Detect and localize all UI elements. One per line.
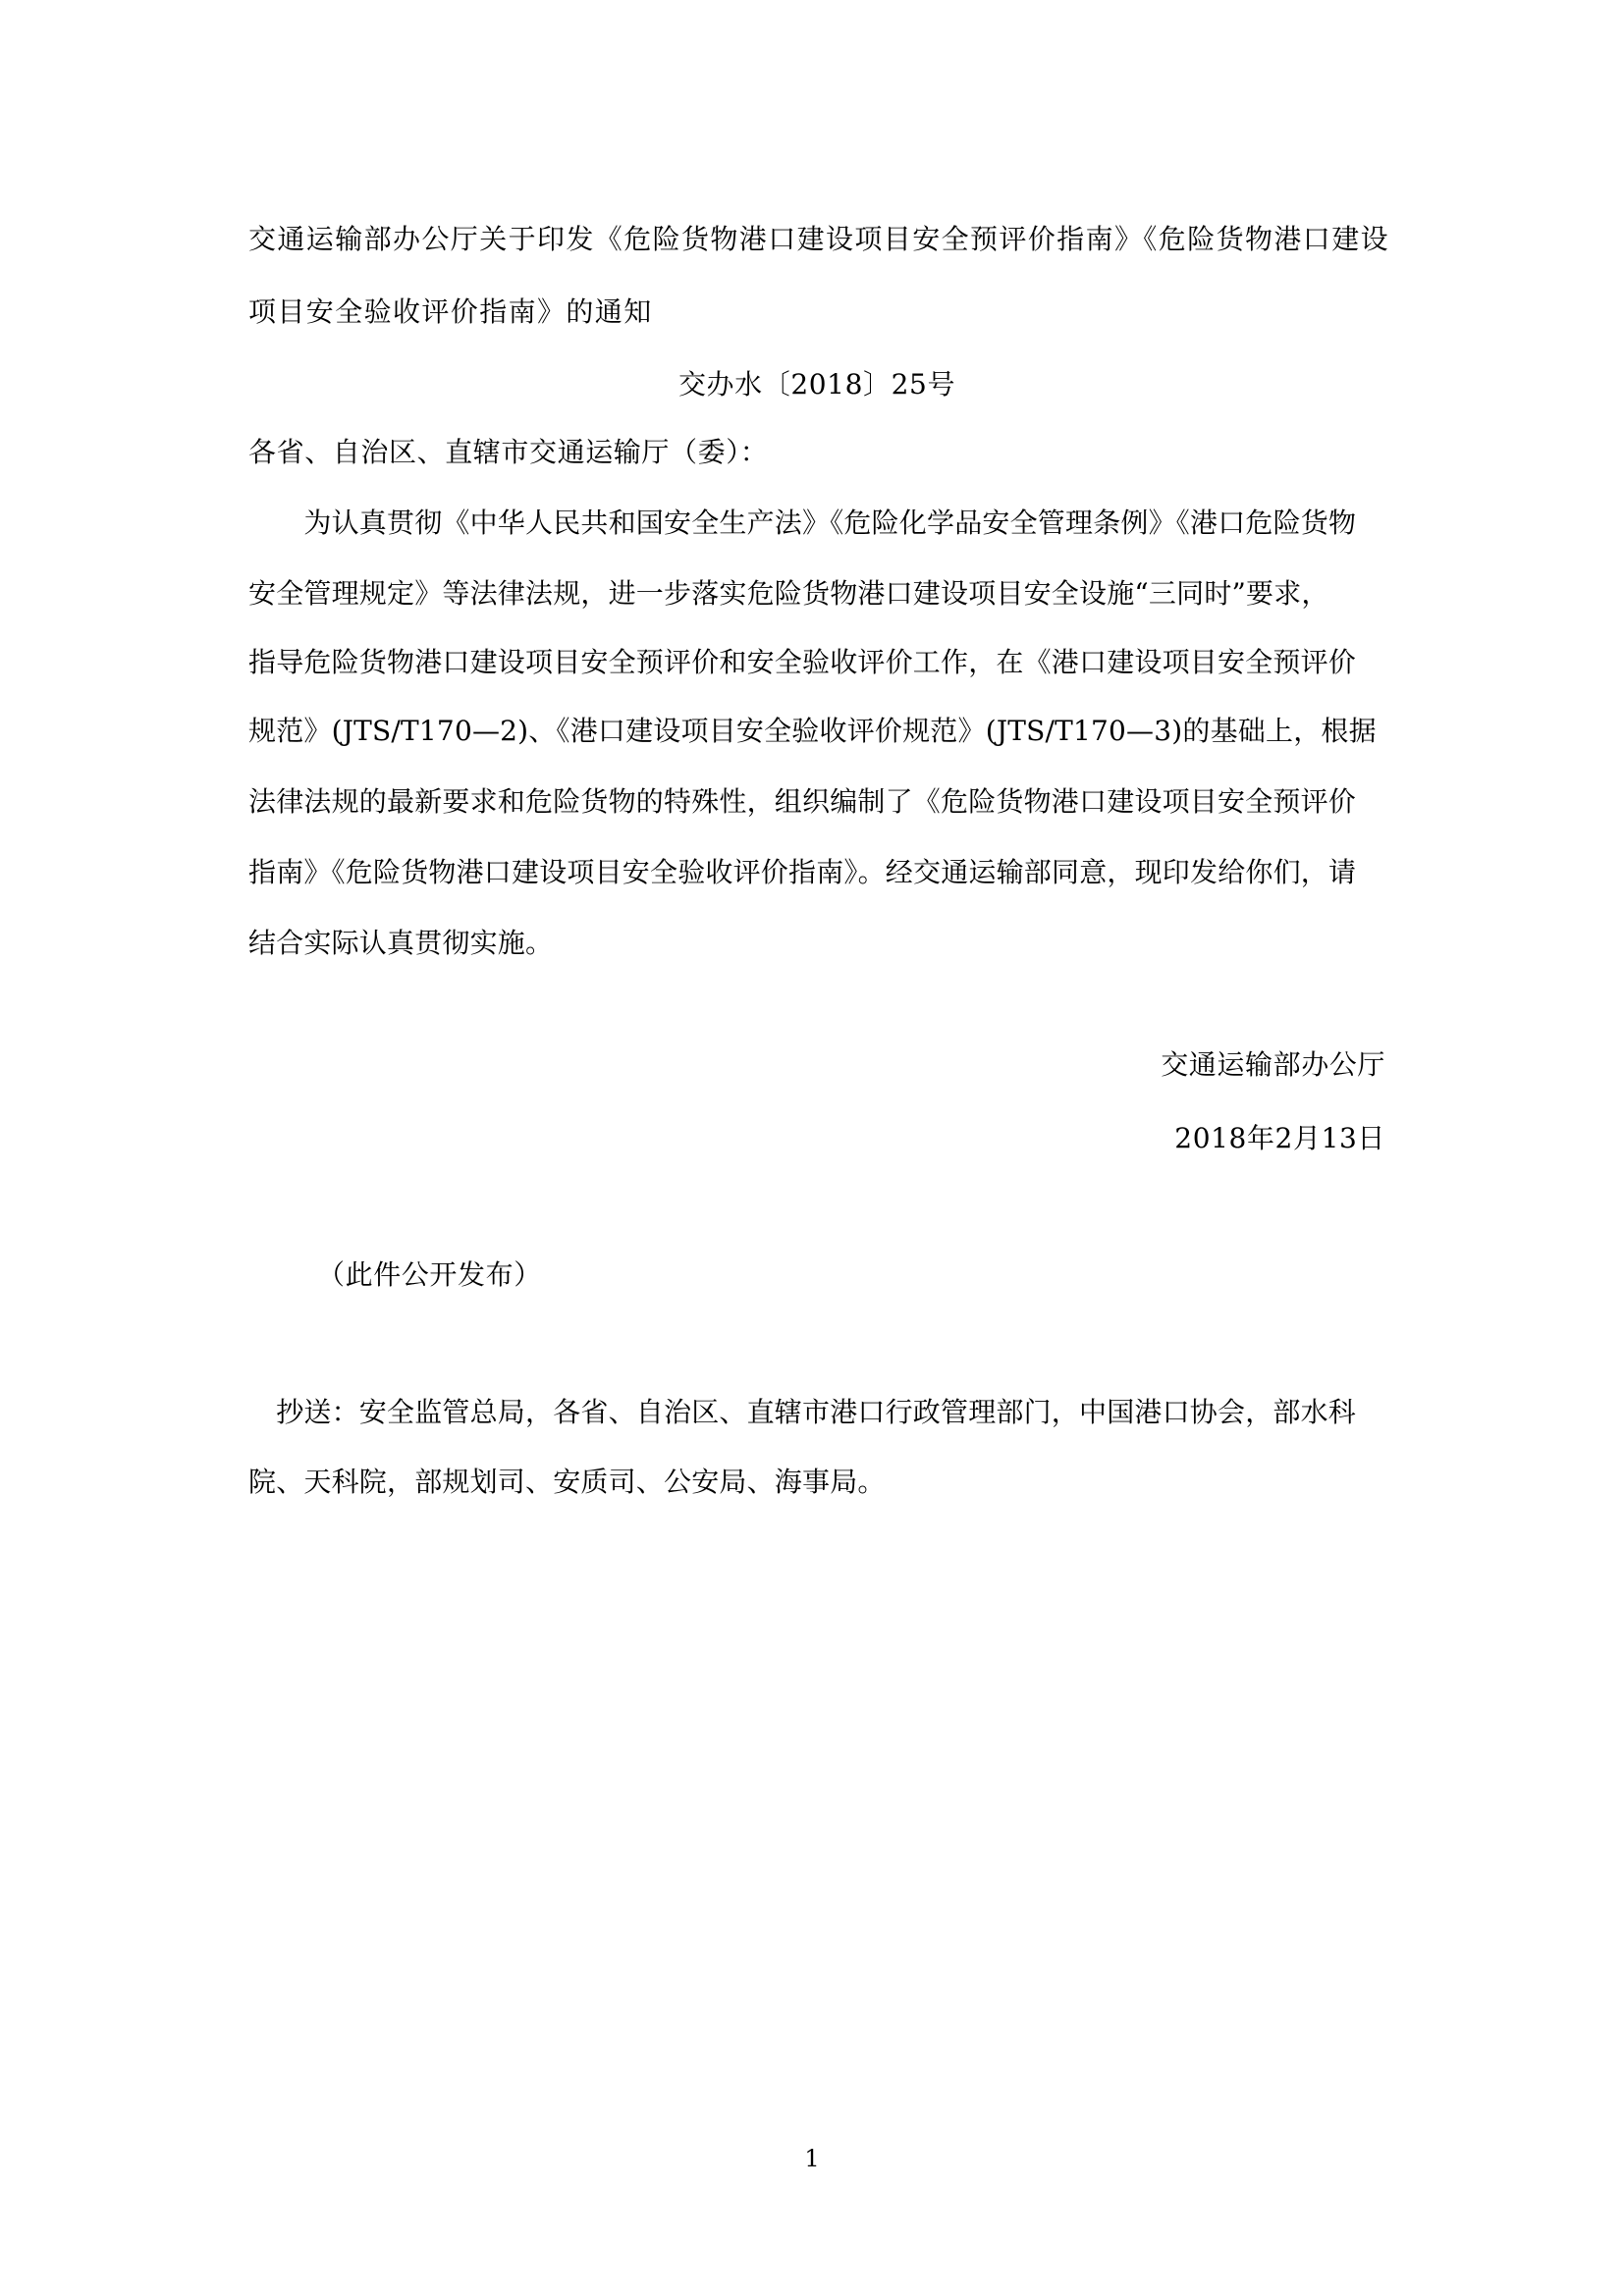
body-line-6: 指南》《危险货物港口建设项目安全验收评价指南》。经交通运输部同意，现印发给你们，请 [248,856,1357,888]
document-title-line-2: 项目安全验收评价指南》的通知 [248,295,653,328]
cc-line-1: 抄送：安全监管总局，各省、自治区、直辖市港口行政管理部门，中国港口协会，部水科 [248,1396,1357,1428]
page-number: 1 [804,2145,820,2172]
signature: 交通运输部办公厅 [1161,1048,1385,1081]
body-line-3: 指导危险货物港口建设项目安全预评价和安全验收评价工作，在《港口建设项目安全预评价 [248,646,1357,678]
cc-line-2: 院、天科院，部规划司、安质司、公安局、海事局。 [248,1466,886,1498]
addressee: 各省、自治区、直辖市交通运输厅（委）： [248,436,769,468]
public-note: （此件公开发布） [317,1258,542,1291]
body-line-2: 安全管理规定》等法律法规，进一步落实危险货物港口建设项目安全设施“三同时”要求， [248,577,1329,610]
document-title-line-1: 交通运输部办公厅关于印发《危险货物港口建设项目安全预评价指南》《危险货物港口建设 [248,223,1390,255]
issue-date: 2018年2月13日 [1174,1122,1385,1154]
body-line-7: 结合实际认真贯彻实施。 [248,927,554,959]
body-line-5: 法律法规的最新要求和危险货物的特殊性，组织编制了《危险货物港口建设项目安全预评价 [248,785,1357,818]
document-number: 交办水〔2018〕25号 [677,368,956,400]
body-line-1: 为认真贯彻《中华人民共和国安全生产法》《危险化学品安全管理条例》《港口危险货物 [248,507,1357,539]
body-line-4: 规范》(JTS/T170—2)、《港口建设项目安全验收评价规范》(JTS/T170—3)的基础上，根据 [248,715,1377,747]
